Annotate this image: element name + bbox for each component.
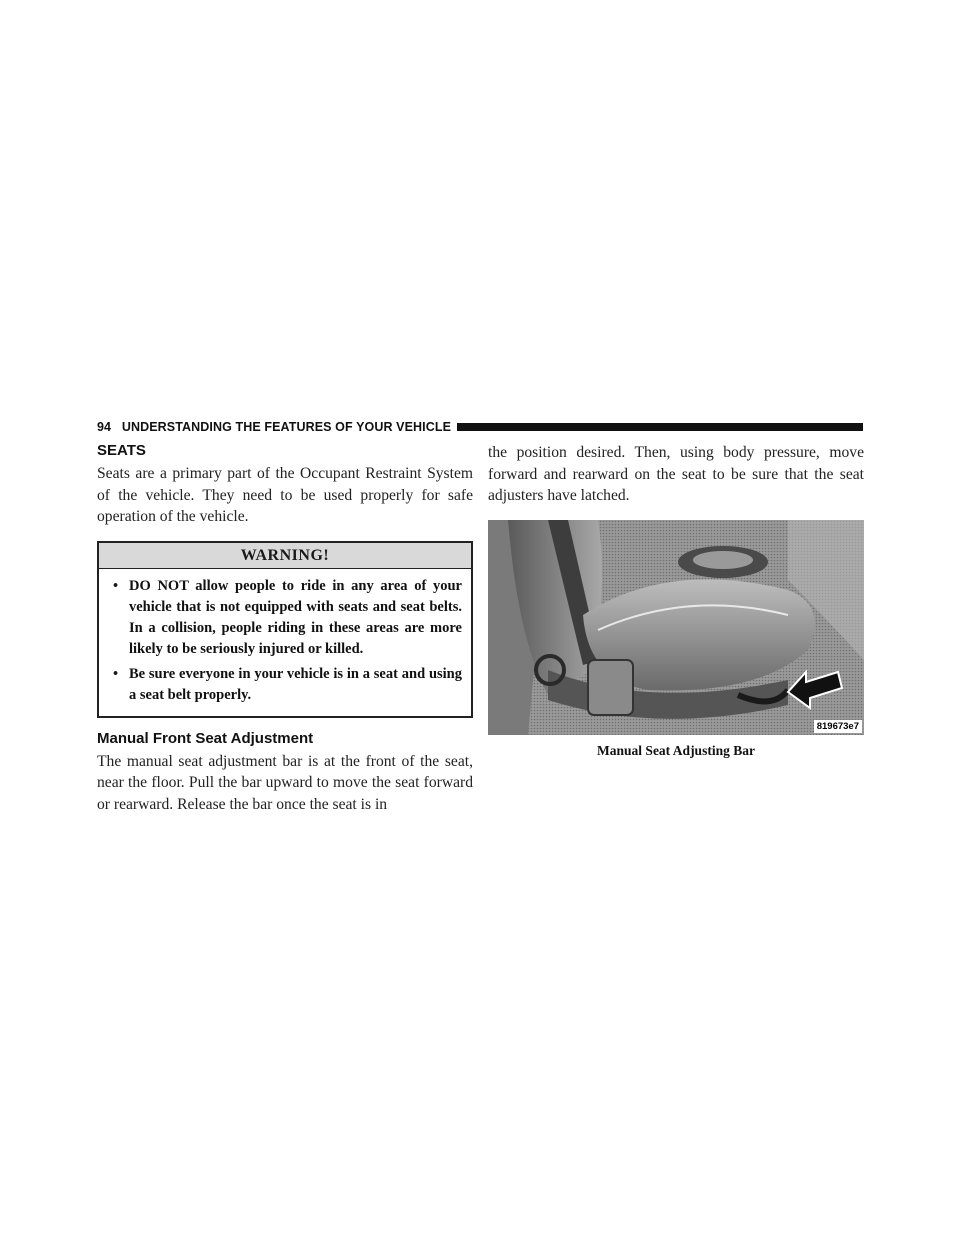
running-header <box>97 419 863 435</box>
manual-paragraph-left: The manual seat adjustment bar is at the front of the seat, near the floor. Pull the bar upward to move the seat forward or rearward. Release the bar once the seat is in <box>97 752 473 813</box>
warning-item-text: DO NOT allow people to ride in any area of your vehicle that is not equipped with seats and seat belts. In a collision, people riding in these areas are more likely to be seriously injured or killed. <box>129 577 462 657</box>
warning-body <box>99 569 471 716</box>
warning-item-text: Be sure everyone in your vehicle is in a seat and using a seat belt properly. <box>129 665 462 703</box>
bullet-icon: • <box>113 577 119 594</box>
warning-item <box>107 664 462 706</box>
header-text <box>97 420 451 434</box>
warning-title: WARNING! <box>99 543 471 569</box>
warning-item <box>107 576 462 660</box>
right-column <box>488 442 864 759</box>
page-number: 94 <box>97 420 112 434</box>
bullet-icon: • <box>113 665 119 682</box>
section-heading-manual-seat: Manual Front Seat Adjustment <box>97 729 314 747</box>
left-column <box>97 442 473 815</box>
seat-photo <box>488 520 864 735</box>
warning-box <box>97 541 473 718</box>
seat-illustration <box>488 520 864 735</box>
header-rule <box>457 423 863 431</box>
section-heading-seats: SEATS <box>97 442 146 459</box>
chapter-title: UNDERSTANDING THE FEATURES OF YOUR VEHICLE <box>121 420 452 434</box>
figure-code: 819673e7 <box>814 720 862 733</box>
figure-caption: Manual Seat Adjusting Bar <box>597 742 755 758</box>
seats-paragraph: Seats are a primary part of the Occupant Restraint System of the vehicle. They need to be used properly for safe operation of the vehicle. <box>97 465 473 525</box>
manual-paragraph-right: the position desired. Then, using body pressure, move forward and rearward on the seat to be sure that the seat adjusters have latched. <box>488 444 864 504</box>
